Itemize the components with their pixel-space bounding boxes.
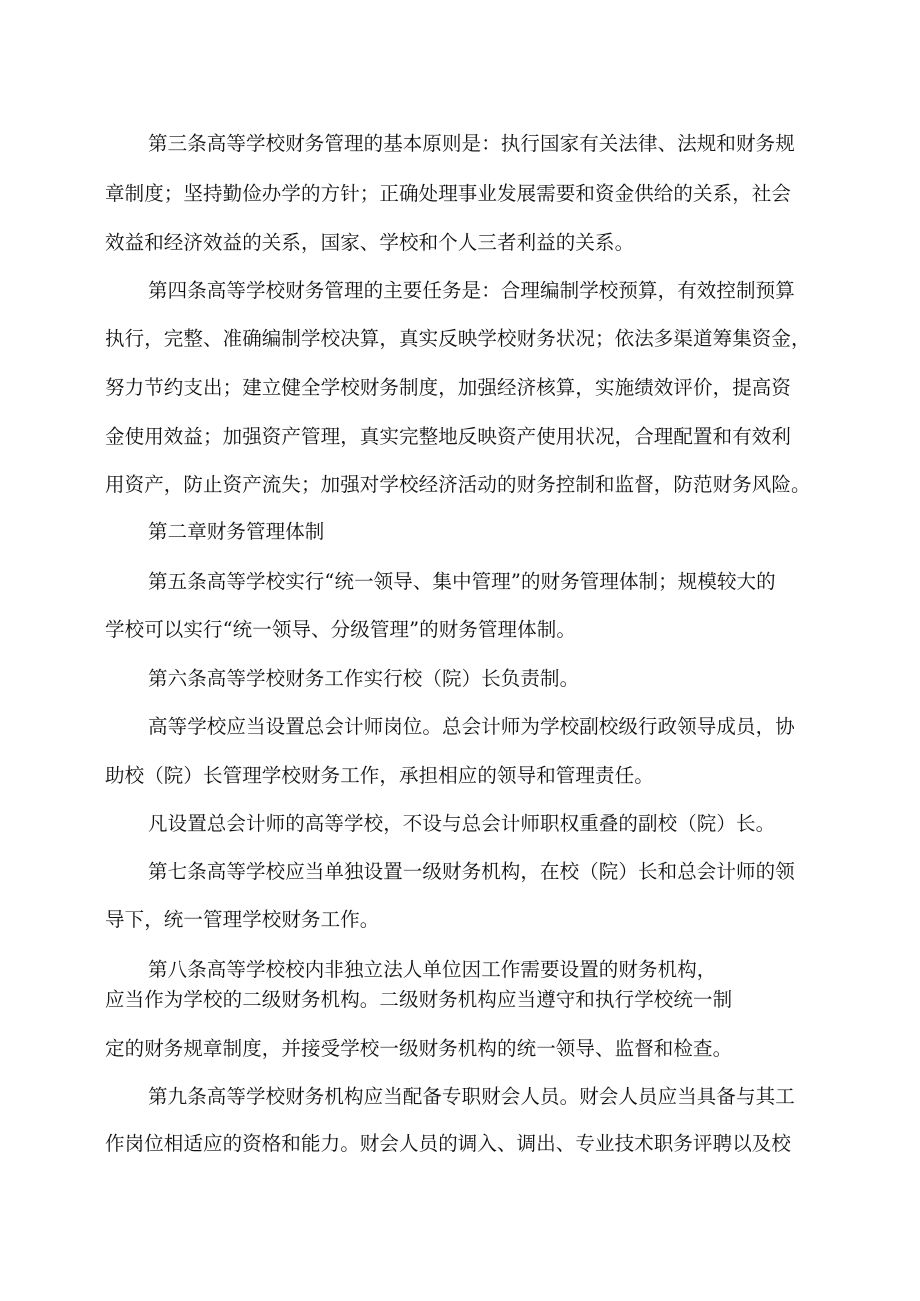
text-line: 效益和经济效益的关系，国家、学校和个人三者利益的关系。 [105, 231, 635, 254]
text-line: 作岗位相适应的资格和能力。财会人员的调入、调出、专业技术职务评聘以及校 [105, 1132, 792, 1155]
text-line: 第三条高等学校财务管理的基本原则是：执行国家有关法律、法规和财务规 [148, 132, 795, 155]
text-line: 高等学校应当设置总会计师岗位。总会计师为学校副校级行政领导成员，协 [148, 715, 795, 738]
text-line: 第九条高等学校财务机构应当配备专职财会人员。财会人员应当具备与其工 [148, 1085, 795, 1108]
text-line: 应当作为学校的二级财务机构。二级财务机构应当遵守和执行学校统一制 [105, 988, 733, 1011]
text-line: 第四条高等学校财务管理的主要任务是：合理编制学校预算，有效控制预算 [148, 279, 795, 302]
text-line: 努力节约支出；建立健全学校财务制度，加强经济核算，实施绩效评价，提高资 [105, 376, 792, 399]
text-line: 凡设置总会计师的高等学校，不设与总会计师职权重叠的副校（院）长。 [148, 812, 776, 835]
text-line: 学校可以实行“统一领导、分级管理”的财务管理体制。 [105, 618, 576, 641]
text-line: 第八条高等学校校内非独立法人单位因工作需要设置的财务机构， [148, 958, 717, 981]
text-line: 章制度；坚持勤俭办学的方针；正确处理事业发展需要和资金供给的关系，社会 [105, 182, 792, 205]
text-line: 金使用效益；加强资产管理，真实完整地反映资产使用状况，合理配置和有效利 [105, 425, 792, 448]
chapter-heading: 第二章财务管理体制 [148, 520, 325, 543]
text-line: 助校（院）长管理学校财务工作，承担相应的领导和管理责任。 [105, 764, 654, 787]
text-line: 定的财务规章制度，并接受学校一级财务机构的统一领导、监督和检查。 [105, 1037, 733, 1060]
text-line: 用资产，防止资产流失；加强对学校经济活动的财务控制和监督，防范财务风险。 [105, 473, 811, 496]
text-line: 第六条高等学校财务工作实行校（院）长负责制。 [148, 667, 580, 690]
text-line: 执行，完整、准确编制学校决算，真实反映学校财务状况；依法多渠道筹集资金， [105, 327, 811, 350]
text-line: 第五条高等学校实行“统一领导、集中管理”的财务管理体制；规模较大的 [148, 570, 776, 593]
text-line: 导下，统一管理学校财务工作。 [105, 908, 380, 931]
text-line: 第七条高等学校应当单独设置一级财务机构，在校（院）长和总会计师的领 [148, 860, 795, 883]
